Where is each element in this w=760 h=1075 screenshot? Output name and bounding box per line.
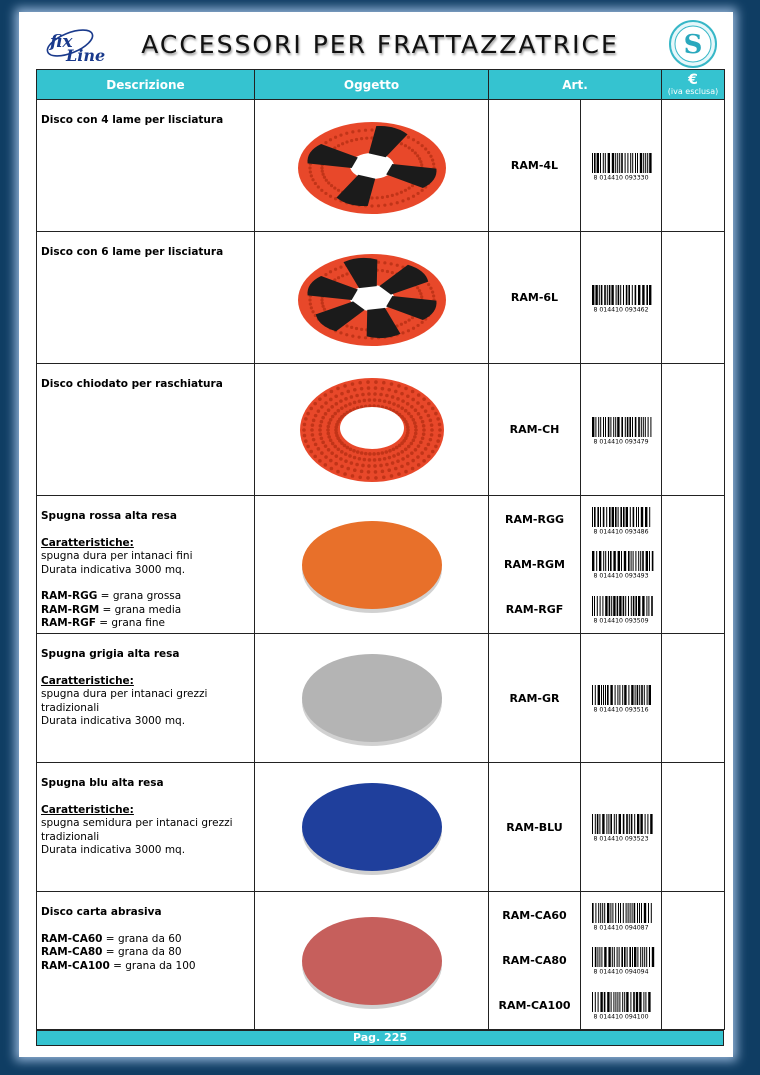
spacer xyxy=(41,577,250,590)
article-code: RAM-RGG xyxy=(504,513,565,527)
barcode-number: 8 014410 093516 xyxy=(593,706,649,714)
price-cell xyxy=(662,364,725,496)
price-note: (iva esclusa) xyxy=(667,86,719,96)
col-oggetto: Oggetto xyxy=(255,70,489,100)
barcode-stack xyxy=(581,765,661,890)
product-image-cell xyxy=(255,763,489,892)
barcode xyxy=(586,945,656,975)
grade-code: RAM-CA100 xyxy=(41,959,110,972)
barcode-cell xyxy=(581,232,662,364)
barcode xyxy=(586,594,656,624)
price-cell xyxy=(662,634,725,763)
barcode xyxy=(586,415,656,445)
article-codes xyxy=(489,100,581,232)
barcode xyxy=(586,505,656,535)
grey-sponge-image xyxy=(292,636,452,756)
product-title: Spugna blu alta resa xyxy=(41,777,164,789)
barcode xyxy=(586,151,656,181)
barcode-cell xyxy=(581,364,662,496)
svg-text:fix: fix xyxy=(50,32,73,52)
product-row xyxy=(37,232,725,364)
article-code: RAM-RGM xyxy=(504,557,565,571)
product-title: Spugna rossa alta resa xyxy=(41,510,177,522)
code-stack xyxy=(489,765,580,890)
code-stack xyxy=(489,102,580,230)
barcode xyxy=(586,683,656,713)
article-code: RAM-CA100 xyxy=(498,998,571,1012)
grade-line xyxy=(41,946,250,960)
article-code: RAM-4L xyxy=(510,159,559,172)
col-descrizione: Descrizione xyxy=(37,70,255,100)
code-stack xyxy=(489,894,580,1028)
article-codes xyxy=(489,892,581,1030)
barcode xyxy=(586,549,656,579)
product-row xyxy=(37,100,725,232)
barcode-number: 8 014410 094094 xyxy=(593,968,649,976)
product-image-cell xyxy=(255,232,489,364)
page-number: Pag. 225 xyxy=(36,1030,724,1046)
abrasive-paper-disc-image xyxy=(292,899,452,1019)
features-label: Caratteristiche: xyxy=(41,674,134,687)
svg-text:Line: Line xyxy=(66,46,106,65)
article-codes xyxy=(489,634,581,763)
article-codes xyxy=(489,232,581,364)
barcode xyxy=(586,990,656,1020)
grade-text: = grana da 60 xyxy=(102,932,182,945)
product-row xyxy=(37,763,725,892)
barcode-number: 8 014410 093479 xyxy=(593,438,649,445)
grade-line xyxy=(41,617,250,631)
product-row xyxy=(37,634,725,763)
barcode-stack xyxy=(581,234,661,362)
grade-text: = grana fine xyxy=(95,617,165,629)
feature-line: Durata indicativa 3000 mq. xyxy=(41,563,186,576)
barcode-cell xyxy=(581,496,662,634)
product-title: Spugna grigia alta resa xyxy=(41,648,180,660)
barcode-stack xyxy=(581,366,661,494)
barcode-number: 8 014410 093509 xyxy=(593,617,649,625)
article-codes xyxy=(489,496,581,634)
product-image-cell xyxy=(255,634,489,763)
disc-4-blades-image xyxy=(292,104,452,224)
col-art: Art. xyxy=(489,70,662,100)
feature-line: spugna dura per intanaci grezzi xyxy=(41,688,208,700)
barcode-cell xyxy=(581,763,662,892)
barcode xyxy=(586,283,656,313)
product-description xyxy=(37,496,255,634)
brand-s-logo xyxy=(668,19,718,69)
grade-code: RAM-RGG xyxy=(41,590,98,602)
barcode-number: 8 014410 093330 xyxy=(593,174,649,181)
barcode-number: 8 014410 094087 xyxy=(593,924,649,932)
page-header xyxy=(36,17,724,69)
barcode-stack xyxy=(581,636,661,761)
barcode-number: 8 014410 093462 xyxy=(593,306,649,313)
product-title: Disco carta abrasiva xyxy=(41,906,162,918)
euro-symbol: € xyxy=(688,71,698,88)
spacer xyxy=(41,662,250,675)
grade-code: RAM-RGM xyxy=(41,603,100,616)
product-image-cell xyxy=(255,892,489,1030)
product-image-cell xyxy=(255,100,489,232)
article-code: RAM-CA60 xyxy=(502,909,567,923)
barcode-stack xyxy=(581,498,661,632)
article-code: RAM-GR xyxy=(509,691,560,705)
product-table xyxy=(36,69,725,1030)
product-image-cell xyxy=(255,496,489,634)
grade-line xyxy=(41,960,250,974)
barcode-number: 8 014410 094100 xyxy=(593,1013,649,1021)
spacer xyxy=(41,920,250,933)
barcode-number: 8 014410 093493 xyxy=(593,572,649,580)
article-code: RAM-RGF xyxy=(505,602,564,616)
product-title: Disco chiodato per raschiatura xyxy=(41,378,223,390)
grade-text: = grana da 80 xyxy=(102,946,182,958)
feature-line: Durata indicativa 3000 mq. xyxy=(41,715,186,727)
grade-code: RAM-CA80 xyxy=(41,946,103,958)
grade-line xyxy=(41,933,250,947)
barcode-cell xyxy=(581,100,662,232)
grade-code: RAM-CA60 xyxy=(41,932,103,945)
grade-text: = grana grossa xyxy=(97,590,182,602)
feature-line: tradizionali xyxy=(41,830,100,843)
product-title: Disco con 4 lame per lisciatura xyxy=(41,114,224,126)
spacer xyxy=(41,791,250,804)
product-title: Disco con 6 lame per lisciatura xyxy=(41,246,224,258)
feature-line: Durata indicativa 3000 mq. xyxy=(41,844,186,856)
article-code: RAM-CA80 xyxy=(502,953,567,967)
studded-disc-image xyxy=(292,368,452,488)
article-code: RAM-BLU xyxy=(506,820,563,834)
grade-code: RAM-RGF xyxy=(41,617,96,629)
code-stack xyxy=(489,366,580,494)
article-code: RAM-6L xyxy=(510,291,559,304)
feature-line: tradizionali xyxy=(41,701,100,714)
product-description xyxy=(37,892,255,1030)
red-sponge-image xyxy=(292,503,452,623)
barcode xyxy=(586,901,656,931)
blue-sponge-image xyxy=(292,765,452,885)
code-stack xyxy=(489,636,580,761)
product-description xyxy=(37,232,255,364)
barcode-number: 8 014410 093523 xyxy=(593,835,649,843)
price-cell xyxy=(662,232,725,364)
price-cell xyxy=(662,763,725,892)
product-description xyxy=(37,364,255,496)
disc-6-blades-image xyxy=(292,236,452,356)
product-row xyxy=(37,496,725,634)
features-label: Caratteristiche: xyxy=(41,803,134,816)
article-code: RAM-CH xyxy=(509,423,560,436)
code-stack xyxy=(489,498,580,632)
grade-text: = grana da 100 xyxy=(109,959,196,972)
grade-line xyxy=(41,590,250,604)
table-header-row xyxy=(37,70,725,100)
page-frame xyxy=(19,12,733,1057)
price-cell xyxy=(662,892,725,1030)
product-description xyxy=(37,100,255,232)
feature-line: spugna dura per intanaci fini xyxy=(41,550,193,562)
article-codes xyxy=(489,364,581,496)
barcode-cell xyxy=(581,634,662,763)
product-row xyxy=(37,364,725,496)
article-codes xyxy=(489,763,581,892)
grade-line xyxy=(41,604,250,618)
svg-text:S: S xyxy=(683,30,703,60)
col-price xyxy=(662,70,725,100)
grade-text: = grana media xyxy=(99,603,182,616)
barcode-number: 8 014410 093486 xyxy=(593,528,649,536)
barcode xyxy=(586,812,656,842)
price-cell xyxy=(662,496,725,634)
price-cell xyxy=(662,100,725,232)
product-row xyxy=(37,892,725,1030)
barcode-stack xyxy=(581,894,661,1028)
spacer xyxy=(41,524,250,537)
feature-line: spugna semidura per intanaci grezzi xyxy=(41,817,233,829)
barcode-stack xyxy=(581,102,661,230)
page-title: ACCESSORI PER FRATTAZZATRICE xyxy=(141,30,619,59)
features-label: Caratteristiche: xyxy=(41,536,134,549)
product-description xyxy=(37,763,255,892)
product-description xyxy=(37,634,255,763)
barcode-cell xyxy=(581,892,662,1030)
product-image-cell xyxy=(255,364,489,496)
code-stack xyxy=(489,234,580,362)
